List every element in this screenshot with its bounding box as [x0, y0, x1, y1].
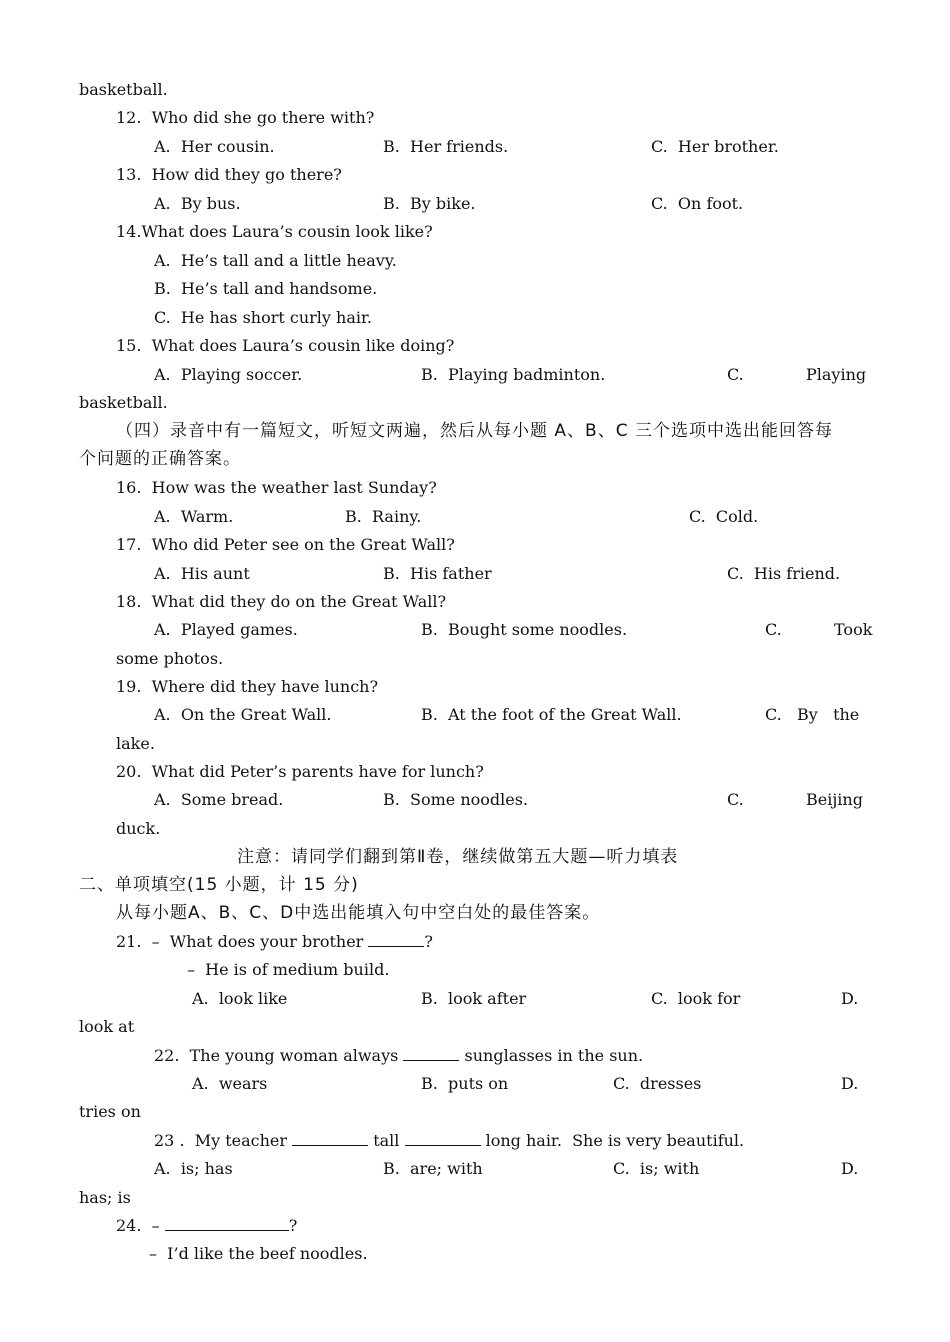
option-c: C. dresses — [613, 1074, 702, 1093]
text-line: duck. — [116, 819, 161, 838]
section-instruction-cont: 个问题的正确答案。 — [79, 449, 241, 469]
option-c: C. is; with — [613, 1159, 700, 1178]
option-a: A. Her cousin. — [154, 137, 275, 156]
answer-blank — [403, 1046, 459, 1061]
option-c: C. look for — [651, 989, 741, 1008]
text-line: some photos. — [116, 649, 224, 668]
dialogue-line: – I’d like the beef noodles. — [149, 1244, 368, 1263]
section-instruction: （四）录音中有一篇短文，听短文两遍，然后从每小题 A、B、C 三个选项中选出能回答每 — [116, 421, 833, 441]
text-line: lake. — [116, 734, 155, 753]
question-text: 24. – — [116, 1216, 165, 1235]
option-a: A. is; has — [154, 1159, 233, 1178]
option-a: A. Played games. — [154, 620, 298, 639]
answer-blank-1 — [292, 1131, 368, 1146]
option-c: C. By the — [765, 705, 860, 724]
option-a: A. Playing soccer. — [154, 365, 303, 384]
section-instruction: 从每小题A、B、C、D中选出能填入句中空白处的最佳答案。 — [116, 903, 601, 923]
option-c: C. Cold. — [689, 507, 759, 526]
question-20: 20. What did Peter’s parents have for lunch? — [116, 762, 484, 781]
question-text-end: sunglasses in the sun. — [459, 1046, 644, 1065]
option-b: B. His father — [383, 564, 492, 583]
question-12: 12. Who did she go there with? — [116, 108, 375, 127]
question-text: 23 . My teacher — [154, 1131, 293, 1150]
option-c: C. Her brother. — [651, 137, 779, 156]
option-b: B. Some noodles. — [383, 790, 529, 809]
option-b: B. are; with — [383, 1159, 483, 1178]
option-c: C. — [765, 620, 782, 639]
question-19: 19. Where did they have lunch? — [116, 677, 379, 696]
text-line: basketball. — [79, 393, 168, 412]
option-b: B. look after — [421, 989, 527, 1008]
option-b: B. By bike. — [383, 194, 476, 213]
option-c: C. — [727, 365, 744, 384]
option-d: D. — [841, 989, 859, 1008]
question-15: 15. What does Laura’s cousin like doing? — [116, 336, 455, 355]
notice: 注意：请同学们翻到第Ⅱ卷，继续做第五大题—听力填表 — [237, 847, 679, 867]
option-d-text: tries on — [79, 1102, 141, 1121]
question-17: 17. Who did Peter see on the Great Wall? — [116, 535, 455, 554]
answer-blank — [165, 1216, 289, 1231]
question-23 — [154, 1131, 744, 1151]
option-b: B. Playing badminton. — [421, 365, 606, 384]
question-16: 16. How was the weather last Sunday? — [116, 478, 437, 497]
option-a: A. look like — [192, 989, 288, 1008]
option-b: B. Her friends. — [383, 137, 509, 156]
option-a: A. On the Great Wall. — [154, 705, 332, 724]
section-heading: 二、单项填空(15 小题，计 15 分) — [79, 875, 359, 895]
option-b: B. puts on — [421, 1074, 509, 1093]
option-c: C. He has short curly hair. — [154, 308, 372, 327]
question-13: 13. How did they go there? — [116, 165, 342, 184]
option-d-text: has; is — [79, 1188, 131, 1207]
option-c-text: Beijing — [806, 790, 863, 809]
question-22 — [154, 1046, 643, 1066]
answer-blank-2 — [405, 1131, 481, 1146]
answer-blank — [368, 932, 424, 947]
question-text-end: ? — [288, 1216, 298, 1235]
question-14: 14.What does Laura’s cousin look like? — [116, 222, 433, 241]
option-d-text: look at — [79, 1017, 135, 1036]
option-b: B. Rainy. — [345, 507, 422, 526]
question-text: 21. – What does your brother — [116, 932, 369, 951]
option-c: C. On foot. — [651, 194, 744, 213]
option-a: A. He’s tall and a little heavy. — [154, 251, 397, 270]
option-c-text: Playing — [806, 365, 867, 384]
question-text-mid: tall — [368, 1131, 405, 1150]
option-a: A. Warm. — [154, 507, 234, 526]
option-b: B. He’s tall and handsome. — [154, 279, 378, 298]
option-a: A. His aunt — [154, 564, 250, 583]
option-d: D. — [841, 1074, 859, 1093]
option-a: A. By bus. — [154, 194, 241, 213]
option-d: D. — [841, 1159, 859, 1178]
question-24 — [116, 1216, 297, 1236]
option-b: B. At the foot of the Great Wall. — [421, 705, 682, 724]
option-c: C. His friend. — [727, 564, 841, 583]
option-a: A. wears — [192, 1074, 268, 1093]
question-text: 22. The young woman always — [154, 1046, 404, 1065]
dialogue-line: – He is of medium build. — [187, 960, 390, 979]
question-18: 18. What did they do on the Great Wall? — [116, 592, 447, 611]
text-line: basketball. — [79, 80, 168, 99]
option-c: C. — [727, 790, 744, 809]
option-b: B. Bought some noodles. — [421, 620, 628, 639]
option-c-text: Took — [834, 620, 873, 639]
question-text-end: long hair. She is very beautiful. — [480, 1131, 745, 1150]
question-21 — [116, 932, 433, 952]
option-a: A. Some bread. — [154, 790, 284, 809]
question-text-end: ? — [424, 932, 433, 951]
